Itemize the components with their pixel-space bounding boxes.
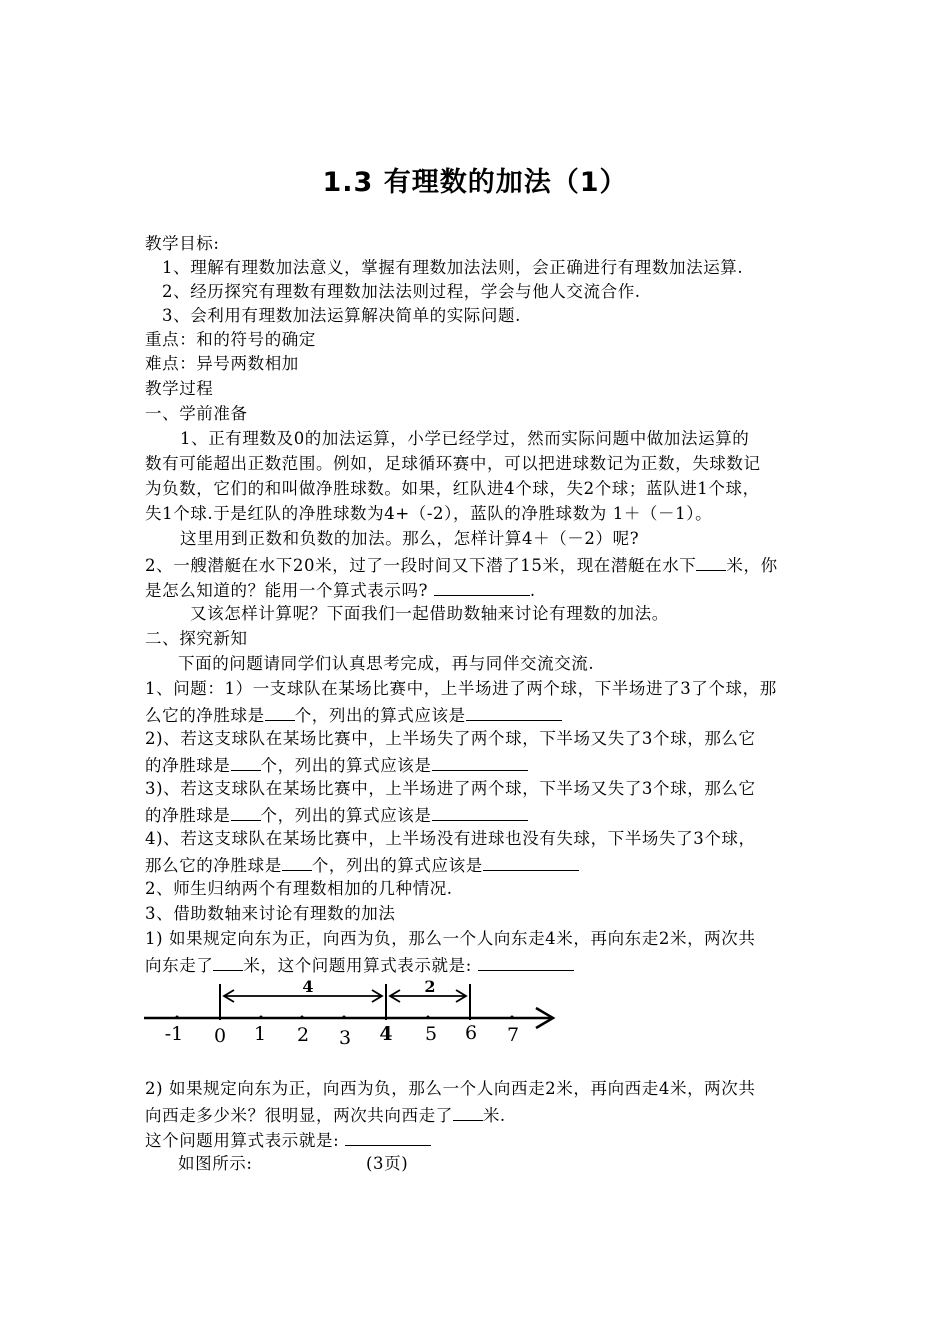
- example-1-line2: 向东走了 米，这个问题用算式表示就是:: [145, 952, 574, 978]
- answer-blank[interactable]: [483, 852, 579, 871]
- figure-note: 如图所示:: [178, 1154, 253, 1173]
- example-1-line1: 1) 如果规定向东为正，向西为负，那么一个人向东走4米，再向东走2米，两次共: [145, 929, 756, 948]
- objectives-heading: 教学目标:: [145, 234, 220, 253]
- answer-blank[interactable]: [466, 702, 562, 721]
- tick-label: 3: [338, 1027, 352, 1049]
- submarine-question: 2、一艘潜艇在水下20米，过了一段时间又下潜了15米，现在潜艇在水下 米，你: [145, 552, 778, 578]
- tick-label: 7: [506, 1024, 520, 1046]
- section1-paragraph-line: 1、正有理数及0的加法运算，小学已经学过，然而实际问题中做加法运算的: [180, 429, 750, 448]
- tick-label: 6: [464, 1022, 478, 1044]
- section1-paragraph: 这里用到正数和负数的加法。那么，怎样计算4＋（－2）呢?: [180, 529, 640, 548]
- answer-blank[interactable]: [213, 952, 243, 971]
- answer-blank[interactable]: [231, 802, 261, 821]
- section1-paragraph-line: 失1个球.于是红队的净胜球数为4+（-2），蓝队的净胜球数为 1＋（－1）。: [145, 504, 713, 523]
- question-2-line1: 2)、若这支球队在某场比赛中，上半场失了两个球，下半场又失了3个球，那么它: [145, 729, 756, 748]
- process-heading: 教学过程: [145, 379, 214, 398]
- question-1-line1: 1、问题：1）一支球队在某场比赛中，上半场进了两个球，下半场进了3了个球，那: [145, 679, 777, 698]
- answer-blank[interactable]: [478, 952, 574, 971]
- page-note: (3页): [366, 1154, 409, 1173]
- section2-item-2: 2、师生归纳两个有理数相加的几种情况.: [145, 879, 453, 898]
- tick-label: -1: [164, 1023, 184, 1045]
- page-title: 1.3 有理数的加法（1）: [322, 167, 628, 198]
- objective-item: 3、会利用有理数加法运算解决简单的实际问题.: [162, 306, 521, 325]
- answer-blank[interactable]: [434, 577, 530, 596]
- section1-paragraph-line: 数有可能超出正数范围。例如，足球循环赛中，可以把进球数记为正数，失球数记: [145, 454, 761, 473]
- answer-blank[interactable]: [432, 752, 528, 771]
- answer-blank[interactable]: [453, 1102, 483, 1121]
- tick-label: 4: [379, 1023, 393, 1045]
- section1-paragraph: 又该怎样计算呢？下面我们一起借助数轴来讨论有理数的加法。: [190, 604, 669, 623]
- answer-blank[interactable]: [265, 702, 295, 721]
- section1-heading: 一、学前准备: [145, 404, 248, 423]
- answer-blank[interactable]: [231, 752, 261, 771]
- objective-item: 2、经历探究有理数有理数加法法则过程，学会与他人交流合作.: [162, 282, 641, 301]
- tick-label: 5: [424, 1023, 438, 1045]
- answer-blank[interactable]: [696, 552, 726, 571]
- section2-item-3: 3、借助数轴来讨论有理数的加法: [145, 904, 396, 923]
- answer-blank[interactable]: [345, 1127, 431, 1146]
- section1-paragraph-line: 为负数，它们的和叫做净胜球数。如果，红队进4个球，失2个球；蓝队进1个球，: [145, 479, 760, 498]
- key-point: 重点：和的符号的确定: [145, 330, 316, 349]
- question-3-line2: 的净胜球是 个，列出的算式应该是: [145, 802, 528, 828]
- question-4-line1: 4)、若这支球队在某场比赛中，上半场没有进球也没有失球，下半场失了3个球，: [145, 829, 756, 848]
- tick-label: 1: [253, 1023, 267, 1045]
- question-2-line2: 的净胜球是 个，列出的算式应该是: [145, 752, 528, 778]
- submarine-question-line2: 是怎么知道的？能用一个算式表示吗? .: [145, 577, 536, 603]
- arrow-2-label: 2: [424, 978, 436, 996]
- example-2-line2: 向西走多少米？很明显，两次共向西走了 米.: [145, 1102, 506, 1128]
- example-2-line3: 这个问题用算式表示就是:: [145, 1127, 431, 1153]
- difficulty: 难点：异号两数相加: [145, 354, 299, 373]
- objective-item: 1、理解有理数加法意义，掌握有理数加法法则，会正确进行有理数加法运算.: [162, 258, 744, 277]
- section2-heading: 二、探究新知: [145, 629, 248, 648]
- tick-label: 0: [213, 1025, 227, 1047]
- answer-blank[interactable]: [432, 802, 528, 821]
- answer-blank[interactable]: [282, 852, 312, 871]
- question-3-line1: 3)、若这支球队在某场比赛中，上半场进了两个球，下半场又失了3个球，那么它: [145, 779, 756, 798]
- tick-label: 2: [296, 1024, 310, 1046]
- example-2-line1: 2) 如果规定向东为正，向西为负，那么一个人向西走2米，再向西走4米，两次共: [145, 1079, 756, 1098]
- question-1-line2: 么它的净胜球是 个，列出的算式应该是: [145, 702, 562, 728]
- number-line-figure: [140, 978, 570, 1053]
- arrow-4-label: 4: [302, 978, 314, 996]
- question-4-line2: 那么它的净胜球是 个，列出的算式应该是: [145, 852, 579, 878]
- section2-intro: 下面的问题请同学们认真思考完成，再与同伴交流交流.: [178, 654, 595, 673]
